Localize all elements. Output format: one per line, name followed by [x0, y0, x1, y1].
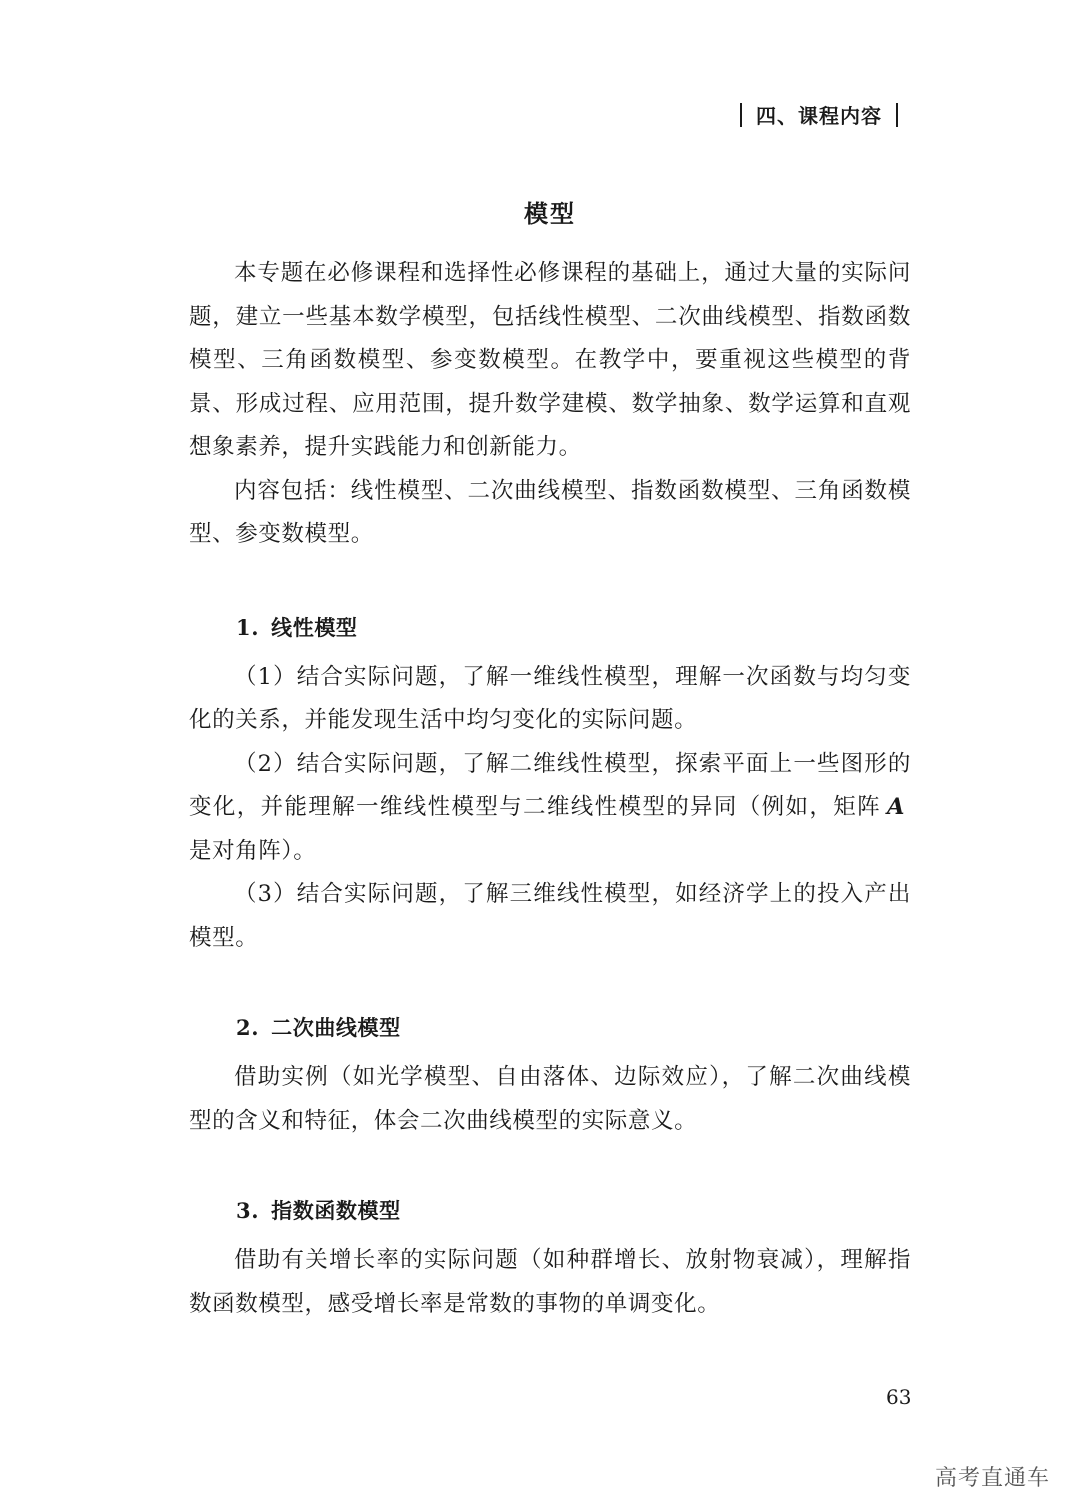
- subhead-text: 二次曲线模型: [271, 1016, 401, 1040]
- section-title: 模型: [524, 200, 576, 228]
- linear-item-2-tail: 是对角阵）。: [189, 837, 317, 864]
- subhead-exponential-model: [189, 1187, 911, 1235]
- linear-item-2-text: （2）结合实际问题，了解二维线性模型，探索平面上一些图形的变化，并能理解一维线性模型与二维线性模型的异同（例如，矩阵: [189, 750, 911, 820]
- running-head-text: 四、课程内容: [756, 104, 882, 128]
- subhead-number: 1.: [236, 614, 260, 640]
- running-head: [726, 100, 912, 129]
- subhead-number: 3.: [236, 1198, 260, 1223]
- body-content: [189, 252, 911, 1326]
- subhead-text: 指数函数模型: [271, 1199, 401, 1223]
- linear-item-1: （1）结合实际问题，了解一维线性模型，理解一次函数与均匀变化的关系，并能发现生活中均匀变化的实际问题。: [189, 663, 911, 733]
- subhead-linear-model: [189, 604, 911, 652]
- watermark: 高考直通车: [934, 1466, 1050, 1491]
- running-head-right-rule: [896, 103, 898, 127]
- subhead-quadratic-model: [189, 1004, 911, 1052]
- running-head-left-rule: [740, 103, 742, 127]
- linear-item-2: [189, 743, 911, 874]
- quadratic-paragraph: 借助实例（如光学模型、自由落体、边际效应），了解二次曲线模型的含义和特征，体会二次曲线模型的实际意义。: [189, 1064, 911, 1134]
- intro-paragraph: 本专题在必修课程和选择性必修课程的基础上，通过大量的实际问题，建立一些基本数学模型，包括线性模型、二次曲线模型、指数函数模型、三角函数模型、参变数模型。在教学中，要重视这些模型的背景、形成过程、应用范围，提升数学建模、数学抽象、数学运算和直观想象素养，提升实践能力和创新能力。: [189, 260, 911, 460]
- exponential-paragraph: 借助有关增长率的实际问题（如种群增长、放射物衰减），理解指数函数模型，感受增长率是常数的事物的单调变化。: [189, 1247, 911, 1317]
- page-number: 63: [886, 1385, 912, 1409]
- matrix-symbol: A: [886, 794, 905, 820]
- intro-contents-paragraph: 内容包括：线性模型、二次曲线模型、指数函数模型、三角函数模型、参变数模型。: [189, 477, 911, 547]
- linear-item-3: （3）结合实际问题，了解三维线性模型，如经济学上的投入产出模型。: [189, 881, 911, 951]
- subhead-number: 2.: [236, 1015, 260, 1040]
- subhead-text: 线性模型: [271, 615, 358, 640]
